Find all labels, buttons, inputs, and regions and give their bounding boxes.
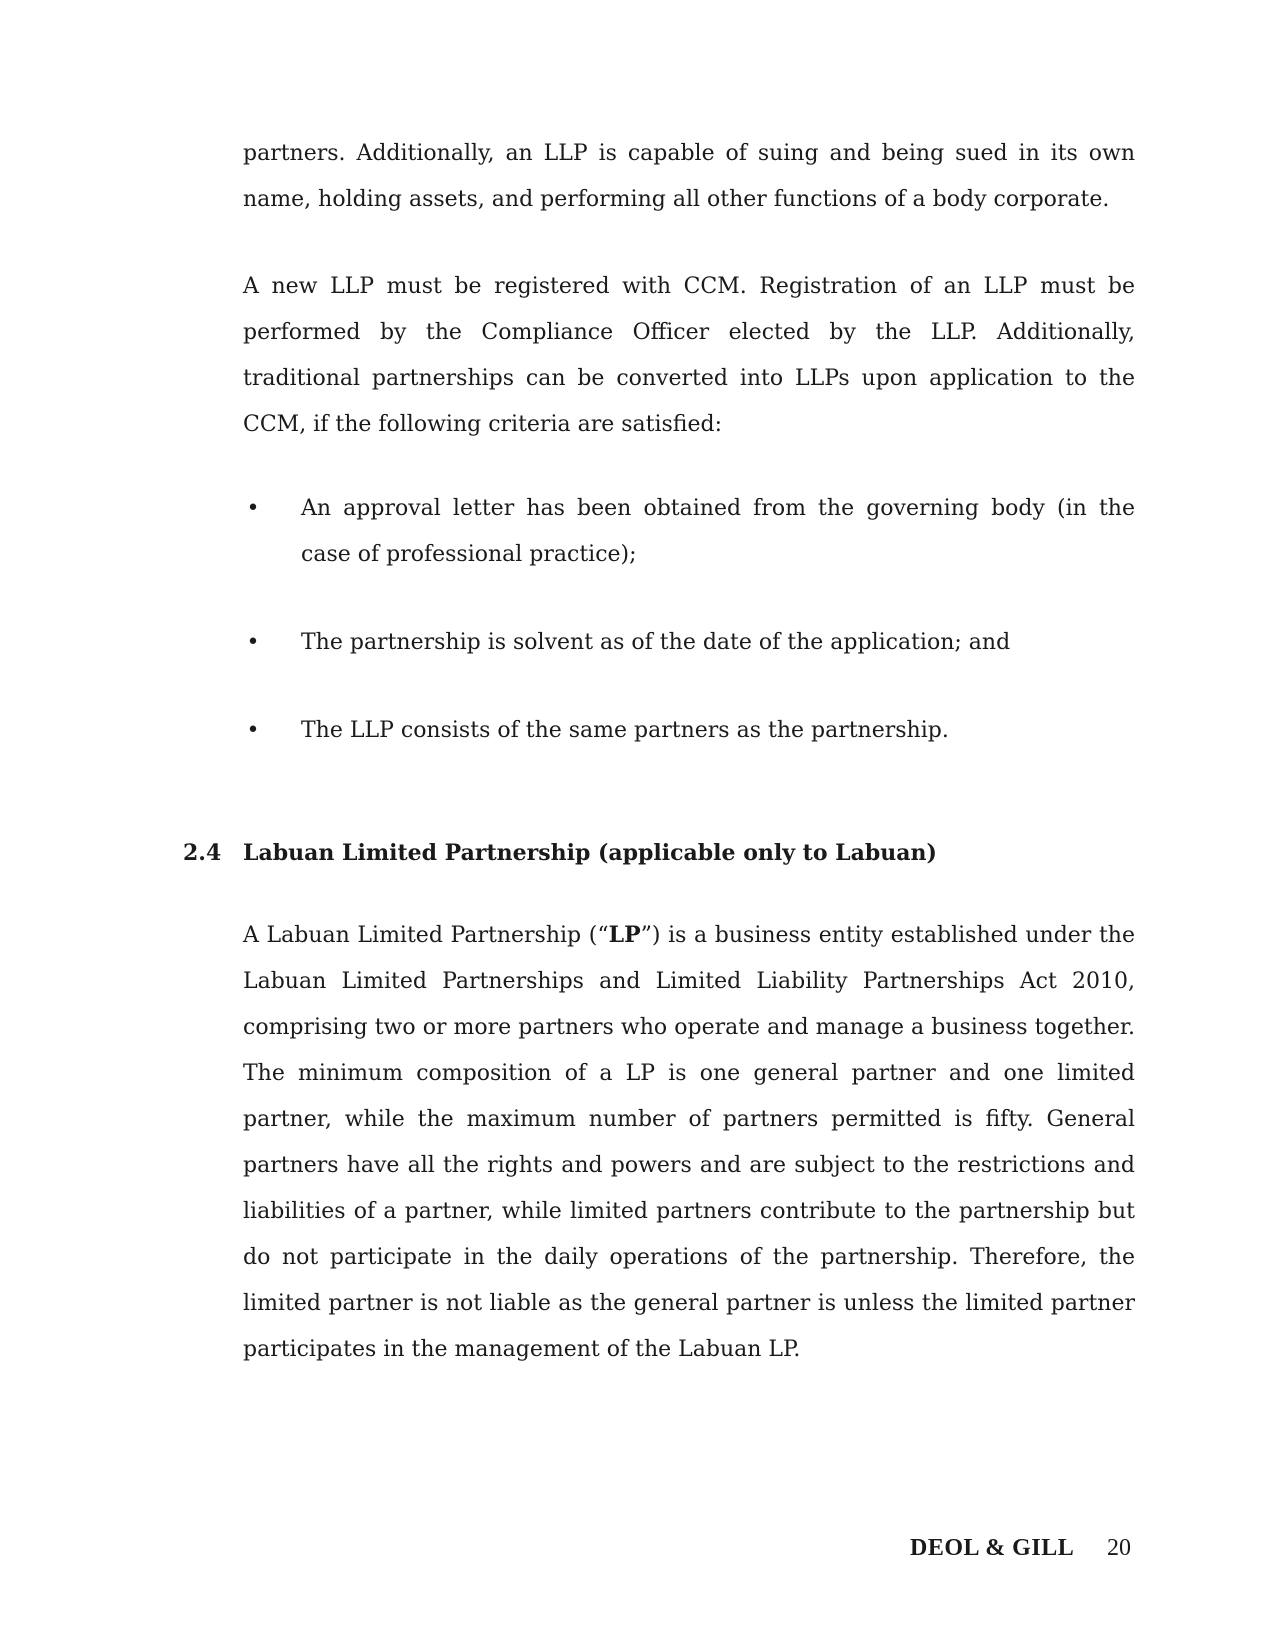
list-item-text: An approval letter has been obtained from the governing body (in the case of professional practice); [301,496,1135,567]
bullet-icon: • [246,630,260,655]
paragraph-llp-capabilities: partners. Additionally, an LLP is capable of suing and being sued in its own name, holding assets, and performing all other functions of a body corporate. [243,141,1135,212]
lp-defined-term: LP [608,922,641,948]
section-title: Labuan Limited Partnership (applicable only to Labuan) [243,840,937,866]
page-number: 20 [1107,1535,1131,1561]
section-number: 2.4 [183,840,222,866]
bullet-icon: • [246,718,260,743]
paragraph-llp-registration: A new LLP must be registered with CCM. Registration of an LLP must be performed by the Compliance Officer elected by the LLP. Additionally, traditional partnerships can be converted into LLPs upon application to the CCM, if the following criteria are satisfied: [243,274,1135,437]
bullet-icon: • [246,496,260,521]
list-item-text: The LLP consists of the same partners as the partnership. [301,718,949,743]
list-item-text: The partnership is solvent as of the date of the application; and [301,630,1011,655]
paragraph-labuan-lp [243,912,1135,1373]
lp-text-after: ”) is a business entity established under the Labuan Limited Partnerships and Limited Liability Partnerships Act 2010, comprising two or more partners who operate and manage a business together. The minimum composition of a LP is one general partner and one limited partner, while the maximum number of partners permitted is fifty. General partners have all the rights and powers and are subject to the restrictions and liabilities of a partner, while limited partners contribute to the partnership but do not participate in the daily operations of the partnership. Therefore, the limited partner is not liable as the general partner is unless the limited partner participates in the management of the Labuan LP. [243,923,1135,1362]
lp-text-before: A Labuan Limited Partnership (“ [243,923,609,948]
footer-brand: DEOL & GILL [910,1535,1075,1561]
